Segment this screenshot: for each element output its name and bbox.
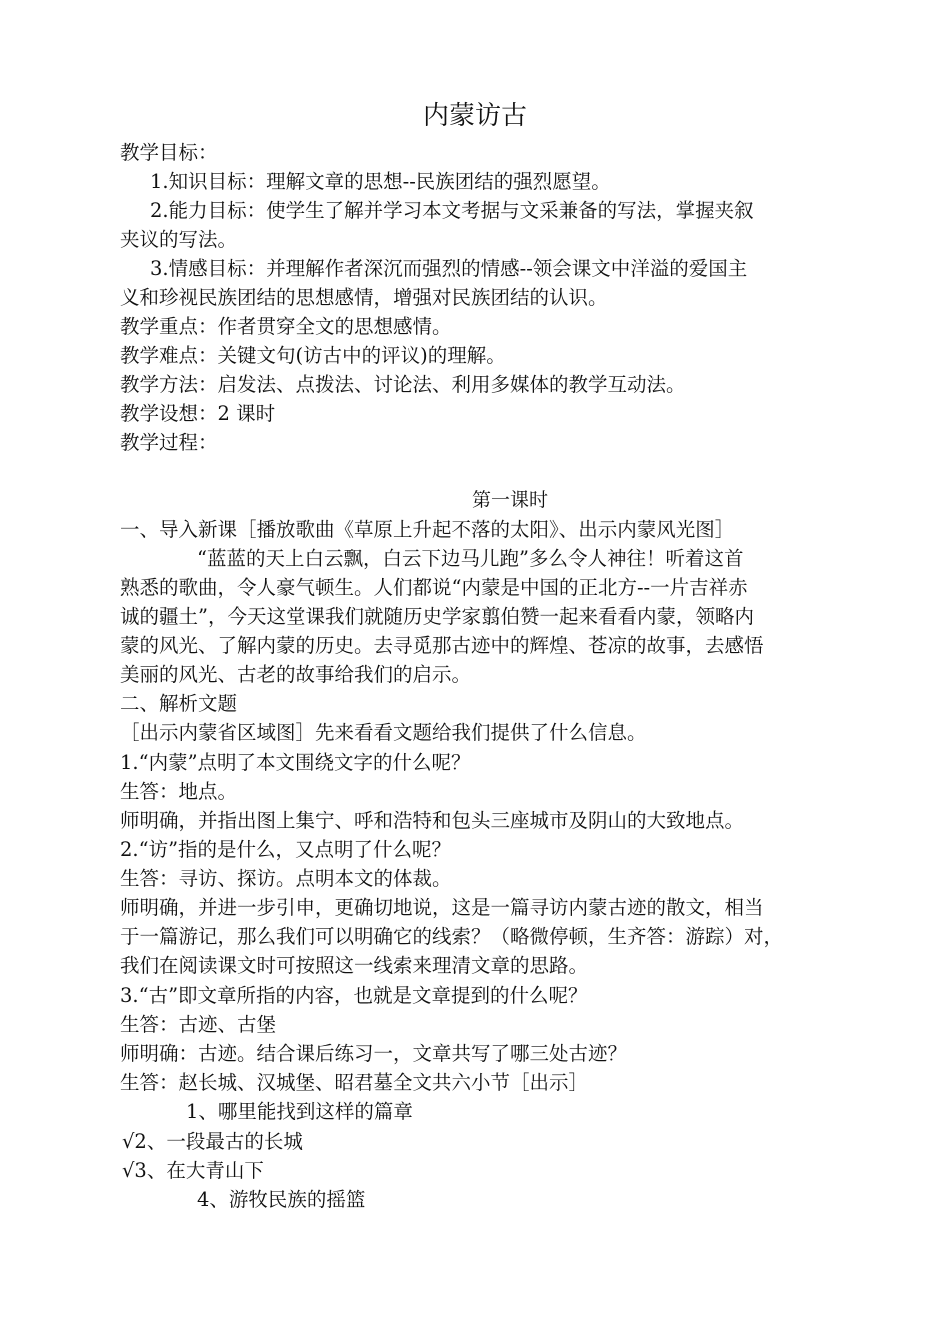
teaching-focus: 教学重点：作者贯穿全文的思想感情。 xyxy=(120,315,452,338)
teacher-line: 师明确，并指出图上集宁、呼和浩特和包头三座城市及阴山的大致地点。 xyxy=(120,809,745,832)
section-title-analysis-heading: 二、解析文题 xyxy=(120,692,238,715)
teaching-method: 教学方法：启发法、点拨法、讨论法、利用多媒体的教学互动法。 xyxy=(120,373,686,396)
objective-knowledge: 1.知识目标：理解文章的思想--民族团结的强烈愿望。 xyxy=(150,170,611,193)
objective-emotion-cont: 义和珍视民族团结的思想感情，增强对民族团结的认识。 xyxy=(120,286,608,309)
question-line: 3.“古”即文章所指的内容，也就是文章提到的什么呢？ xyxy=(120,984,588,1007)
teaching-difficulty: 教学难点：关键文句(访古中的评议)的理解。 xyxy=(120,344,506,367)
teacher-line: 师明确：古迹。结合课后练习一，文章共写了哪三处古迹？ xyxy=(120,1042,628,1065)
toc-item: 4、游牧民族的摇篮 xyxy=(197,1188,366,1211)
objective-emotion: 3.情感目标：并理解作者深沉而强烈的情感--领会课文中洋溢的爱国主 xyxy=(150,257,748,280)
question-line: 1.“内蒙”点明了本文围绕文字的什么呢？ xyxy=(120,751,471,774)
teaching-process-heading: 教学过程： xyxy=(120,431,218,454)
lesson-heading: 第一课时 xyxy=(471,489,548,511)
teacher-line-cont: 于一篇游记，那么我们可以明确它的线索？（略微停顿，生齐答：游踪）对， xyxy=(120,925,784,948)
body-line: ［出示内蒙省区域图］先来看看文题给我们提供了什么信息。 xyxy=(120,721,647,744)
teacher-line-cont: 我们在阅读课文时可按照这一线索来理清文章的思路。 xyxy=(120,954,589,977)
toc-item: 1、哪里能找到这样的篇章 xyxy=(186,1100,413,1123)
section-intro-heading: 一、导入新课［播放歌曲《草原上升起不落的太阳》、出示内蒙风光图］ xyxy=(120,518,735,541)
intro-paragraph-line: 蒙的风光、了解内蒙的历史。去寻觅那古迹中的辉煌、苍凉的故事，去感悟 xyxy=(120,634,764,657)
objectives-heading: 教学目标： xyxy=(120,141,218,164)
toc-item: √3、在大青山下 xyxy=(122,1159,264,1182)
teacher-line: 师明确，并进一步引申，更确切地说，这是一篇寻访内蒙古迹的散文，相当 xyxy=(120,896,764,919)
intro-paragraph-line: “蓝蓝的天上白云飘，白云下边马儿跑”多么令人神往！听着这首 xyxy=(197,547,744,570)
intro-paragraph-line: 美丽的风光、古老的故事给我们的启示。 xyxy=(120,663,472,686)
page-title: 内蒙访古 xyxy=(422,101,527,131)
answer-line: 生答：寻访、探访。点明本文的体裁。 xyxy=(120,867,452,890)
objective-ability-cont: 夹议的写法。 xyxy=(120,228,238,251)
question-line: 2.“访”指的是什么，又点明了什么呢？ xyxy=(120,838,452,861)
intro-paragraph-line: 熟悉的歌曲，令人豪气顿生。人们都说“内蒙是中国的正北方--一片吉祥赤 xyxy=(120,576,748,599)
answer-line: 生答：古迹、古堡 xyxy=(120,1013,277,1036)
intro-paragraph-line: 诚的疆土”，今天这堂课我们就随历史学家翦伯赞一起来看看内蒙，领略内 xyxy=(120,605,754,628)
teaching-plan: 教学设想：2 课时 xyxy=(120,402,276,425)
answer-line: 生答：地点。 xyxy=(120,780,238,803)
objective-ability: 2.能力目标：使学生了解并学习本文考据与文采兼备的写法，掌握夹叙 xyxy=(150,199,754,222)
toc-item: √2、一段最古的长城 xyxy=(122,1130,303,1153)
answer-line: 生答：赵长城、汉城堡、昭君墓全文共六小节［出示］ xyxy=(120,1071,589,1094)
